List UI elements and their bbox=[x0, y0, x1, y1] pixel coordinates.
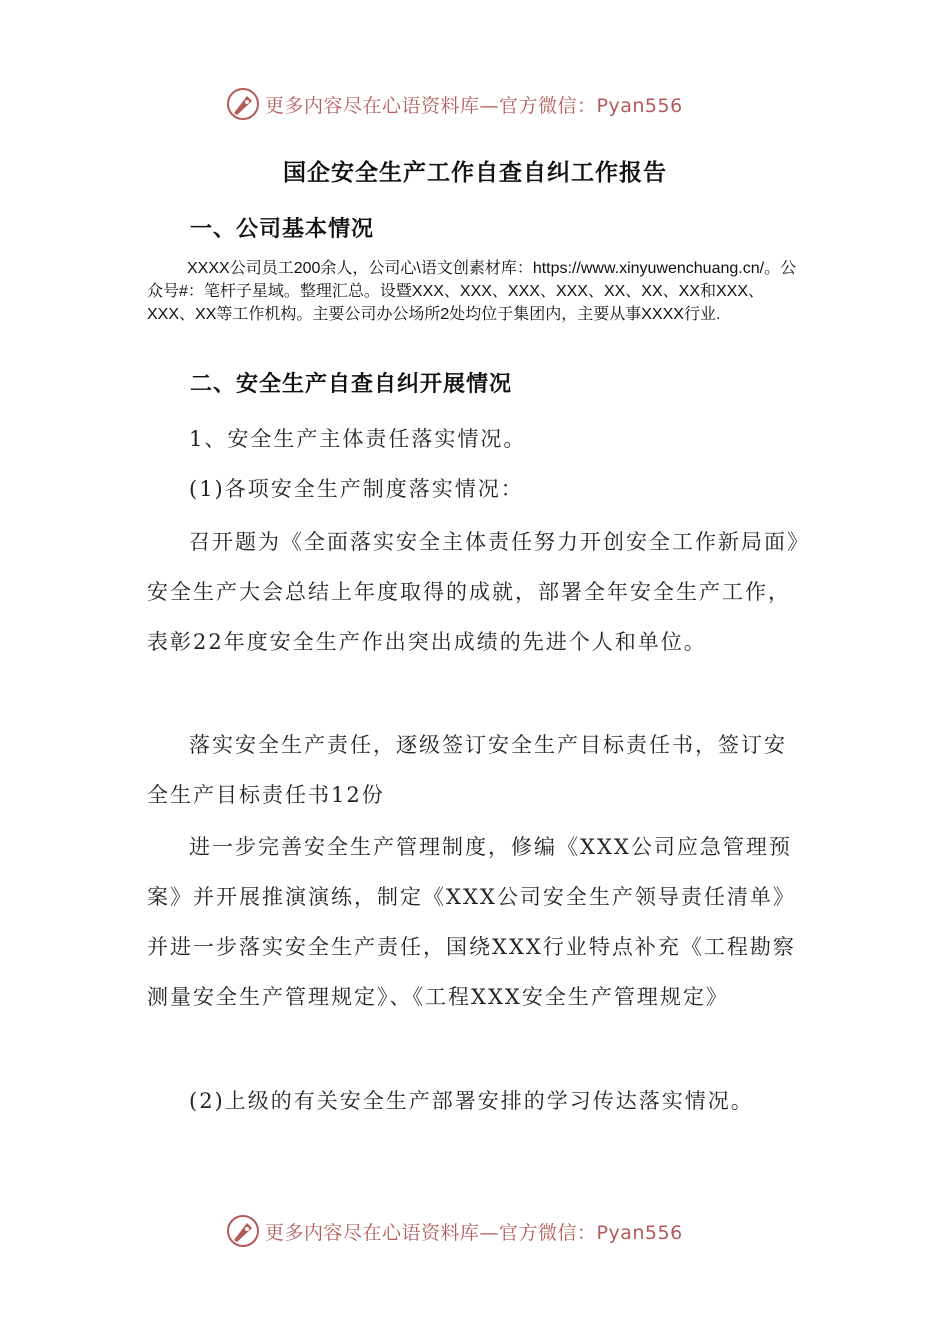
watermark-text: 更多内容尽在心语资料库—官方微信：Pyan556 bbox=[265, 1221, 683, 1244]
pen-nib-logo-icon bbox=[225, 1213, 261, 1249]
paragraph-safety-meeting: 召开题为《全面落实安全主体责任努力开创安全工作新局面》安全生产大会总结上年度取得的成就，部署全年安全生产工作，表彰22年度安全生产作出突出成绩的先进个人和单位。 bbox=[147, 530, 800, 654]
item-heading-responsibility: 1、安全生产主体责任落实情况。 bbox=[189, 427, 527, 451]
paragraph-responsibility-letters: 落实安全生产责任，逐级签订安全生产目标责任书，签订安全生产目标责任书12份 bbox=[147, 733, 787, 807]
section-heading-company-overview: 一、公司基本情况 bbox=[190, 217, 375, 242]
document-title: 国企安全生产工作自查自纠工作报告 bbox=[283, 160, 667, 186]
paragraph-management-system: 进一步完善安全生产管理制度，修编《XXX公司应急管理预案》并开展推演演练，制定《XXX公司安全生产领导责任清单》并进一步落实安全生产责任，国绕XXX行业特点补充《工程勘察测量安全生产管理规定》、《工程XXX安全生产管理规定》 bbox=[147, 835, 796, 1009]
company-overview-paragraph: XXXX公司员工200余人，公司心\语文创素材库：https://www.xinyuwenchuang.cn/。公众号#：笔杆子星域。整理汇总。设暨XXX、XXX、XXX、XXX、XX、XX、XX和XXX、XXX、XX等工作机构。主要公司办公场所2处均位于集团内，主要从事XXXX行业. bbox=[147, 260, 797, 323]
watermark-footer bbox=[225, 1211, 745, 1251]
watermark-text: 更多内容尽在心语资料库—官方微信：Pyan556 bbox=[265, 94, 683, 117]
sub-item-heading-systems: (1)各项安全生产制度落实情况： bbox=[189, 477, 524, 501]
sub-item-heading-superior-deployment: (2)上级的有关安全生产部署安排的学习传达落实情况。 bbox=[189, 1089, 754, 1113]
watermark-header bbox=[225, 84, 745, 124]
pen-nib-logo-icon bbox=[225, 86, 261, 122]
section-heading-self-inspection: 二、安全生产自查自纠开展情况 bbox=[190, 372, 513, 397]
